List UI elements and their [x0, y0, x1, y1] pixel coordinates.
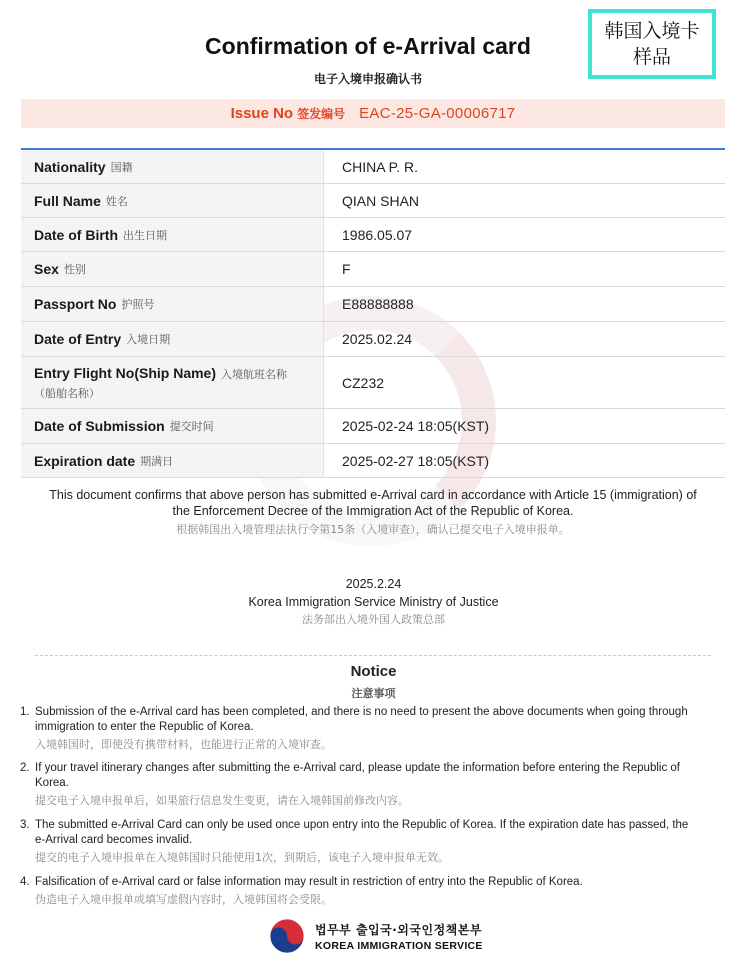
- taegeuk-emblem-icon: [268, 917, 306, 955]
- field-value: 2025-02-24 18:05(KST): [342, 418, 490, 434]
- row-passport-no: [21, 287, 725, 322]
- label-en: Sex: [34, 261, 59, 277]
- field-value: F: [342, 261, 351, 277]
- issue-number: EAC-25-GA-00006717: [359, 105, 516, 122]
- row-date-of-birth: [21, 218, 725, 252]
- label-cn-2: （船舶名称）: [34, 386, 100, 400]
- row-sex: [21, 252, 725, 287]
- notice-text: If your travel itinerary changes after submitting the e-Arrival card, please update the information before entering the Republic of Korea.: [35, 762, 680, 789]
- notice-index: 1.: [20, 706, 30, 718]
- label-cn: 国籍: [110, 160, 133, 174]
- field-label: [21, 322, 324, 356]
- confirmation-statement: This document confirms that above person has submitted e-Arrival card in accordance with Article 15 (immigration) of the Enforcement Decree of the Immigration Act of the Republic of Korea.: [49, 488, 697, 518]
- row-full-name: [21, 184, 725, 218]
- info-table: [21, 148, 725, 478]
- label-en: Full Name: [34, 192, 101, 209]
- notice-text-cn: 提交电子入境申报单后，如果旅行信息发生变更，请在入境韩国前修改内容。: [35, 794, 409, 807]
- logo-text-en: KOREA IMMIGRATION SERVICE: [315, 939, 483, 952]
- row-date-of-entry: [21, 322, 725, 357]
- field-label: [21, 218, 324, 251]
- field-value: 1986.05.07: [342, 226, 413, 243]
- notice-item: [20, 818, 700, 865]
- field-label: [21, 287, 324, 321]
- signature-org: Korea Immigration Service Ministry of Justice: [248, 595, 499, 609]
- issue-label-cn: 签发编号: [297, 107, 346, 121]
- field-label: [21, 409, 324, 443]
- label-cn: 入境日期: [126, 333, 171, 346]
- issue-number-bar: [21, 99, 725, 128]
- document-subtitle: 电子入境申报确认书: [313, 72, 422, 86]
- field-label: [21, 357, 324, 408]
- signature-date: 2025.2.24: [345, 577, 402, 591]
- logo-text-kr: 법무부 출입국·외국인정책본부: [315, 922, 482, 937]
- sample-stamp: 韩国入境卡 样品: [588, 9, 716, 79]
- notice-index: 4.: [20, 876, 30, 888]
- notice-text-cn: 伪造电子入境申报单或填写虚假内容时，入境韩国将会受限。: [35, 893, 332, 906]
- label-cn: 姓名: [105, 194, 128, 208]
- notice-text-cn: 入境韩国时，即使没有携带材料，也能进行正常的入境审查。: [35, 738, 332, 751]
- row-expiration-date: [21, 444, 725, 478]
- label-cn: 性别: [63, 263, 86, 276]
- field-value: E88888888: [342, 296, 414, 312]
- field-value: QIAN SHAN: [342, 192, 420, 209]
- notice-title-cn: 注意事项: [351, 687, 396, 700]
- label-cn: 入境航班名称: [221, 367, 287, 381]
- notice-item-en-line: [20, 875, 700, 890]
- field-value: CHINA P. R.: [342, 158, 418, 175]
- notice-item-en-line: [20, 818, 700, 848]
- row-entry-flight: [21, 357, 725, 409]
- notice-text: Submission of the e-Arrival card has been completed, and there is no need to present the above documents when going through immigration to enter the Republic of Korea.: [35, 706, 688, 733]
- field-value: 2025-02-27 18:05(KST): [342, 452, 490, 469]
- signature-org-cn: 法务部出入境外国人政策总部: [302, 613, 445, 626]
- label-cn: 提交时间: [169, 420, 214, 433]
- field-label: [21, 184, 324, 217]
- notice-item: [20, 761, 700, 808]
- label-line: [34, 365, 287, 382]
- notice-item-en-line: [20, 705, 700, 735]
- notice-item: [20, 705, 700, 752]
- korea-immigration-logo: [268, 917, 483, 955]
- label-en: Date of Birth: [34, 226, 118, 243]
- row-date-of-submission: [21, 409, 725, 444]
- notice-index: 2.: [20, 762, 30, 774]
- label-en: Entry Flight No(Ship Name): [34, 364, 216, 381]
- notice-item: [20, 875, 700, 907]
- label-en: Date of Entry: [34, 331, 122, 347]
- field-label: [21, 252, 324, 286]
- issue-label: Issue No: [230, 105, 294, 122]
- document-title: Confirmation of e-Arrival card: [205, 33, 531, 59]
- label-en: Date of Submission: [34, 418, 165, 434]
- notice-text-cn: 提交的电子入境申报单在入境韩国时只能使用1次，到期后，该电子入境申报单无效。: [35, 851, 449, 864]
- field-value: 2025.02.24: [342, 331, 413, 347]
- confirmation-statement-cn: 根据韩国出入境管理法执行令第15条（入境审查），确认已提交电子入境申报单。: [176, 523, 570, 536]
- label-en: Nationality: [34, 158, 106, 175]
- label-cn: 出生日期: [123, 228, 167, 242]
- row-nationality: [21, 150, 725, 184]
- notice-text: Falsification of e-Arrival card or false information may result in restriction of entry into the Republic of Korea.: [35, 876, 583, 888]
- label-en: Passport No: [34, 296, 117, 312]
- notice-text: The submitted e-Arrival Card can only be used once upon entry into the Republic of Korea. If the expiration date has passed, the e-Arrival card becomes invalid.: [35, 819, 689, 846]
- field-label: [21, 150, 324, 183]
- label-cn: 期满日: [140, 454, 174, 468]
- field-label: [21, 444, 324, 477]
- label-en: Expiration date: [34, 452, 136, 469]
- label-cn: 护照号: [121, 298, 155, 311]
- field-value: CZ232: [342, 374, 385, 391]
- dashed-divider: [35, 655, 711, 656]
- notice-index: 3.: [20, 819, 30, 831]
- logo-text: [315, 921, 483, 952]
- notice-item-en-line: [20, 761, 700, 791]
- notice-title: Notice: [350, 663, 397, 680]
